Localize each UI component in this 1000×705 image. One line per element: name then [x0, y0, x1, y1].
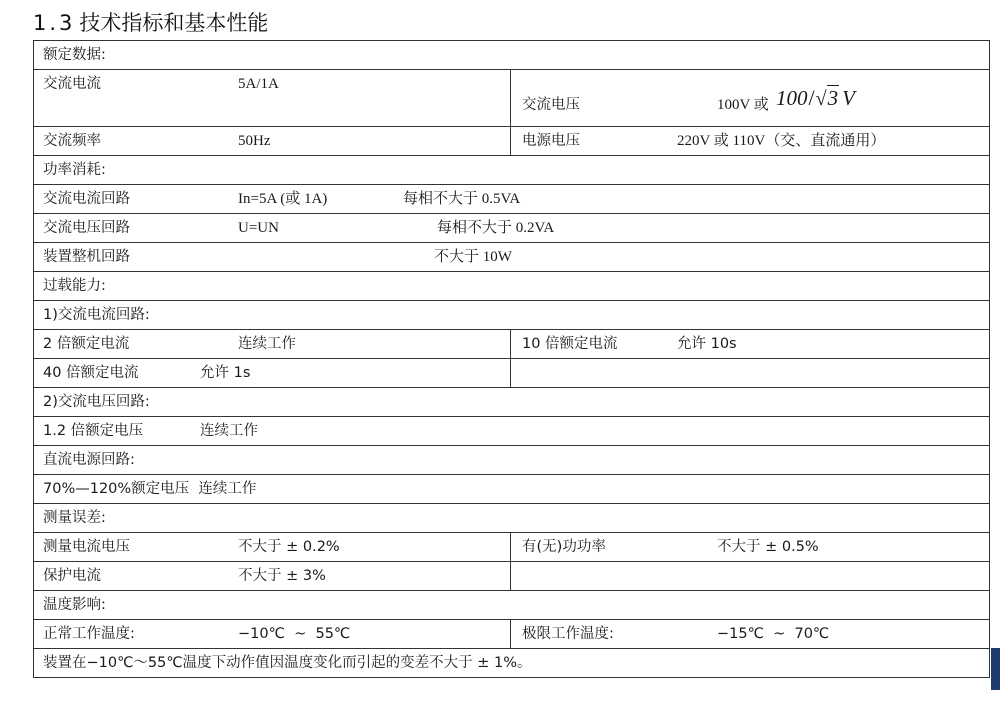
limit-temp-value: −15℃ ~ 70℃ [717, 626, 830, 642]
page-edge-tab [991, 648, 1000, 690]
protection-current-value: 不大于 ± 3% [238, 568, 326, 584]
table-row [34, 301, 989, 330]
protection-current-label: 保护电流 [43, 568, 101, 584]
column-divider [510, 533, 511, 561]
voltage-circuit-note: 每相不大于 0.2VA [437, 220, 555, 236]
column-divider [510, 70, 511, 126]
table-row [34, 272, 989, 301]
measurement-section-label: 测量误差: [43, 510, 106, 526]
table-row [34, 330, 989, 359]
overload-1-2x-value: 连续工作 [200, 423, 258, 439]
ac-voltage-circuit-sublabel: 2)交流电压回路: [43, 394, 150, 410]
table-row [34, 70, 989, 127]
heading-title: 技术指标和基本性能 [79, 11, 269, 35]
ac-current-circuit-sublabel: 1)交流电流回路: [43, 307, 150, 323]
ac-voltage-value: 100V 或 [717, 97, 769, 113]
table-row [34, 185, 989, 214]
overload-section-label: 过载能力: [43, 278, 106, 294]
overload-2x-label: 2 倍额定电流 [43, 336, 130, 352]
dc-circuit-sublabel: 直流电源回路: [43, 452, 135, 468]
table-row [34, 417, 989, 446]
table-row [34, 475, 989, 504]
table-row [34, 156, 989, 185]
table-row [34, 41, 989, 70]
table-row [34, 446, 989, 475]
normal-temp-value: −10℃ ~ 55℃ [238, 626, 351, 642]
column-divider [510, 359, 511, 387]
formula-unit: V [842, 86, 855, 110]
voltage-formula [776, 84, 855, 113]
dc-circuit-text: 70%—120%额定电压 连续工作 [43, 481, 257, 497]
column-divider [510, 330, 511, 358]
table-row [34, 562, 989, 591]
overload-40x-label: 40 倍额定电流 [43, 365, 139, 381]
ac-current-label: 交流电流 [43, 76, 101, 92]
current-circuit-label: 交流电流回路 [43, 191, 130, 207]
voltage-circuit-label: 交流电压回路 [43, 220, 130, 236]
temperature-section-label: 温度影响: [43, 597, 106, 613]
measure-power-value: 不大于 ± 0.5% [717, 539, 819, 555]
measure-vi-value: 不大于 ± 0.2% [238, 539, 340, 555]
table-row [34, 591, 989, 620]
ac-voltage-label: 交流电压 [522, 97, 580, 113]
device-circuit-note: 不大于 10W [434, 249, 512, 265]
power-supply-value: 220V 或 110V（交、直流通用） [677, 133, 886, 149]
sqrt-symbol-icon: √ [815, 88, 827, 110]
overload-10x-label: 10 倍额定电流 [522, 336, 618, 352]
voltage-circuit-value: U=UN [238, 220, 279, 236]
table-row [34, 620, 989, 649]
formula-slash: / [808, 85, 815, 110]
overload-2x-value: 连续工作 [238, 336, 296, 352]
column-divider [510, 562, 511, 590]
table-row [34, 214, 989, 243]
temperature-note: 装置在−10℃～55℃温度下动作值因温度变化而引起的变差不大于 ± 1%。 [43, 655, 532, 671]
current-circuit-value: In=5A (或 1A) [238, 191, 328, 207]
table-row [34, 243, 989, 272]
table-row [34, 359, 989, 388]
normal-temp-label: 正常工作温度: [43, 626, 135, 642]
formula-numerator: 100 [776, 86, 808, 110]
limit-temp-label: 极限工作温度: [522, 626, 614, 642]
column-divider [510, 620, 511, 648]
device-circuit-label: 装置整机回路 [43, 249, 130, 265]
spec-table [33, 40, 990, 678]
table-row [34, 388, 989, 417]
table-row [34, 504, 989, 533]
overload-40x-value: 允许 1s [200, 365, 251, 381]
current-circuit-note: 每相不大于 0.5VA [403, 191, 521, 207]
formula-radicand: 3 [827, 86, 839, 110]
power-supply-label: 电源电压 [522, 133, 580, 149]
table-row [34, 533, 989, 562]
section-heading [33, 6, 268, 40]
ac-freq-value: 50Hz [238, 133, 271, 149]
overload-10x-value: 允许 10s [677, 336, 737, 352]
overload-1-2x-label: 1.2 倍额定电压 [43, 423, 144, 439]
measure-vi-label: 测量电流电压 [43, 539, 130, 555]
ac-current-value: 5A/1A [238, 76, 279, 92]
table-row [34, 649, 989, 678]
column-divider [510, 127, 511, 155]
rated-section-label: 额定数据: [43, 47, 106, 63]
power-section-label: 功率消耗: [43, 162, 106, 178]
measure-power-label: 有(无)功功率 [522, 539, 606, 555]
ac-freq-label: 交流频率 [43, 133, 101, 149]
table-row [34, 127, 989, 156]
heading-number: 1.3 [33, 11, 76, 35]
